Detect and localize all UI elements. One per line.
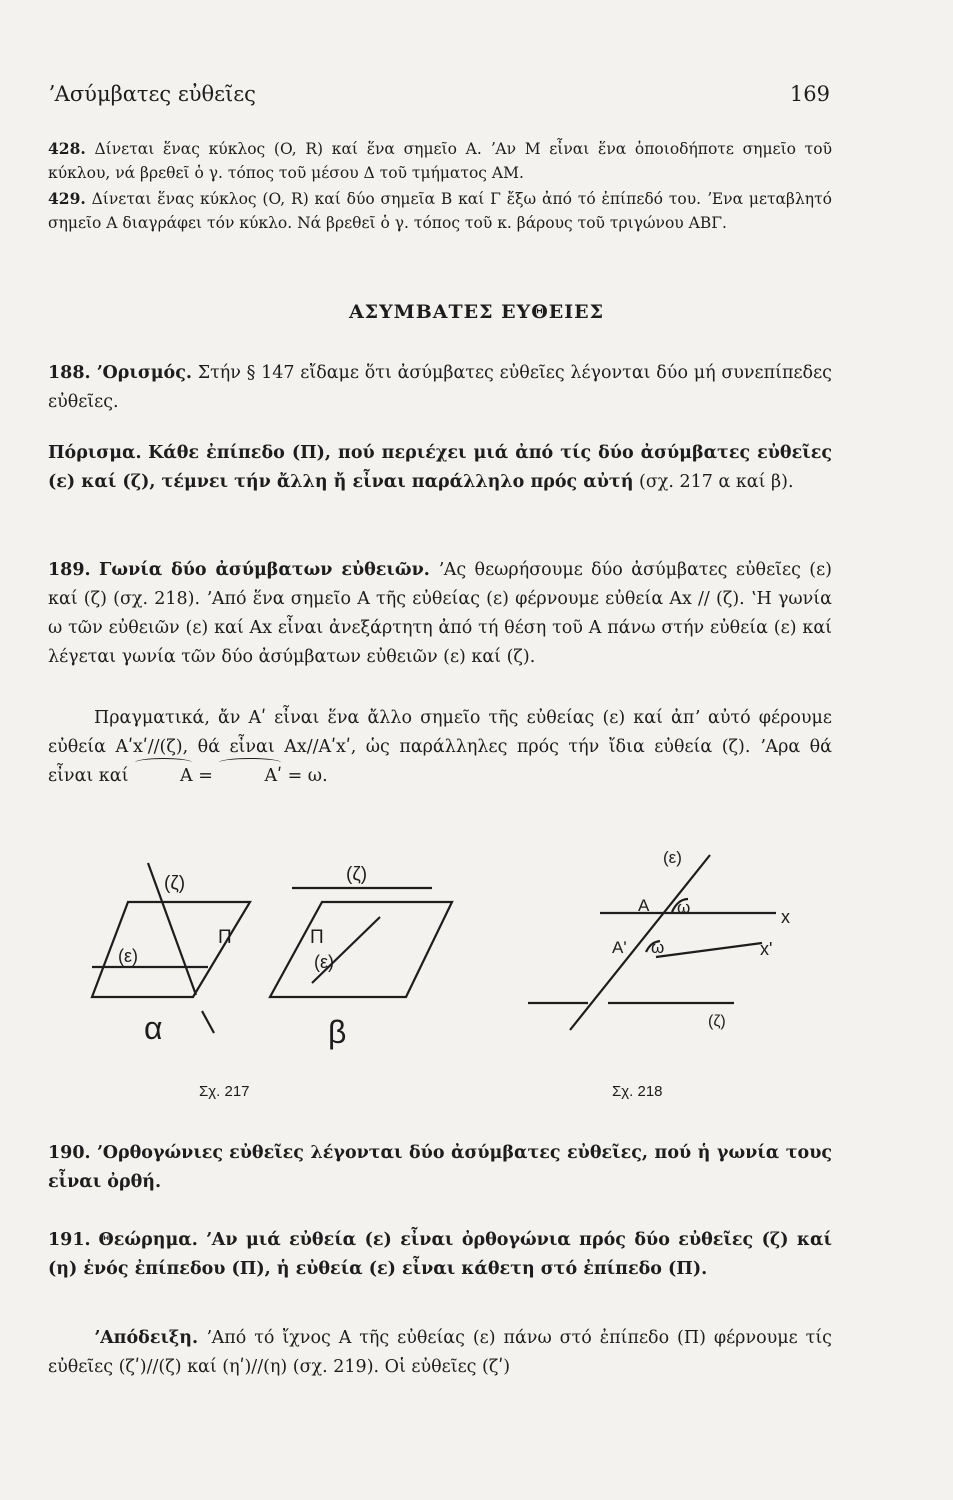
definition-190 — [48, 1139, 832, 1197]
item-title: ʼΟρισμός. — [96, 363, 192, 383]
page-header — [48, 82, 830, 114]
figure-218 — [508, 825, 808, 1085]
plane-b — [270, 902, 452, 997]
exercise-number: 429. — [48, 189, 86, 208]
corollary-ref: (σχ. 217 α καί β). — [639, 472, 794, 492]
proof-text: ʼΑπό τό ἴχνος A τῆς εὐθείας (ε) πάνω στό ἐπίπεδο (Π) φέρνουμε τίς εὐθεῖες (ζʹ)//(ζ) καί (ηʹ)//(η) (σχ. 219). Οἱ εὐθεῖες (ζʹ) — [48, 1328, 832, 1377]
corollary-title: Πόρισμα. — [48, 443, 142, 463]
theorem-191 — [48, 1226, 832, 1284]
section-title: ΑΣΥΜΒΑΤΕΣ ΕΥΘΕΙΕΣ — [348, 301, 605, 323]
label-eps-a: (ε) — [118, 946, 139, 966]
item-text: ʼΑν μιά εὐθεία (ε) εἶναι ὀρθογώνια πρός δύο εὐθεῖες (ζ) καί (η) ἑνός ἐπίπεδου (Π), ἡ εὐθεία (ε) εἶναι κάθετη στό ἐπίπεδο (Π). — [48, 1230, 832, 1279]
item-title: Γωνία δύο ἀσύμβατων εὐθειῶν. — [99, 560, 430, 580]
item-title: ʼΟρθογώνιες — [96, 1143, 224, 1163]
exercise-text: Δίνεται ἕνας κύκλος (O, R) καί δύο σημεῖα B καί Γ ἔξω ἀπό τό ἐπίπεδό του. ʼΕνα μεταβλητό σημεῖο A διαγράφει τόν κύκλο. Νά βρεθεῖ ὁ γ. τόπος τοῦ κ. βάρους τοῦ τριγώνου ABΓ. — [48, 190, 832, 232]
label-zeta-a: (ζ) — [164, 873, 186, 894]
item-number: 190. — [48, 1143, 91, 1163]
label-x: x — [781, 907, 790, 927]
proof — [48, 1324, 832, 1382]
item-number: 188. — [48, 363, 91, 383]
label-plane-b: Π — [310, 927, 324, 948]
item-number: 191. — [48, 1230, 91, 1250]
item-number: 189. — [48, 560, 91, 580]
label-a-prime: Aʹ — [612, 938, 627, 957]
running-title: ʼΑσύμβατες εὐθεῖες — [48, 82, 256, 106]
item-text: Πραγματικά, ἄν Aʹ εἶναι ἕνα ἄλλο σημεῖο τῆς εὐθείας (ε) καί ἀπʼ αὐτό φέρουμε εὐθεία Aʹxʹ//(ζ), θά εἶναι Ax//Aʹxʹ, ὡς παράλληλες πρός τήν ἴδια εὐθεία (ζ). ʼΑρα θά εἶναι καί — [48, 708, 832, 786]
exercise-428 — [48, 137, 832, 185]
item-text: Στήν § 147 εἴδαμε ὅτι ἀσύμβατες εὐθεῖες λέγονται δύο μή συνεπίπεδες εὐθεῖες. — [48, 363, 832, 412]
ray-a-prime-x-prime — [656, 943, 762, 957]
corollary-text: Κάθε ἐπίπεδο (Π), πού περιέχει μιά ἀπό τίς δύο ἀσύμβατες εὐθεῖες (ε) καί (ζ), τέμνει τήν ἄλλη ἤ εἶναι παράλληλο πρός αὐτή — [48, 443, 832, 492]
exercise-text: Δίνεται ἕνας κύκλος (O, R) καί ἕνα σημεῖο A. ʼΑν M εἶναι ἕνα ὁποιοδήποτε σημεῖο τοῦ κύκλου, νά βρεθεῖ ὁ γ. τόπος τοῦ μέσου Δ τοῦ τμήματος AM. — [48, 140, 833, 182]
label-omega-1: ω — [677, 898, 691, 917]
equals-sign: = — [198, 766, 213, 786]
angle-a-prime: Aʹ — [218, 762, 282, 791]
label-zeta: (ζ) — [708, 1013, 726, 1030]
label-x-prime: xʹ — [760, 939, 773, 959]
label-plane-a: Π — [218, 927, 232, 948]
section-189 — [48, 556, 832, 672]
equation-end: = ω. — [287, 766, 328, 786]
exercise-number: 428. — [48, 139, 86, 158]
plane-a — [92, 902, 250, 997]
caption-figure-218: Σχ. 218 — [612, 1083, 663, 1100]
exercise-429 — [48, 187, 832, 235]
page-number: 169 — [789, 82, 830, 106]
label-zeta-b: (ζ) — [346, 864, 368, 885]
definition-188 — [48, 359, 832, 417]
label-beta: β — [328, 1014, 347, 1050]
line-zeta-a-tail — [202, 1011, 214, 1033]
item-text: εὐθεῖες λέγονται δύο ἀσύμβατες εὐθεῖες, πού ἡ γωνία τους εἶναι ὀρθή. — [48, 1143, 832, 1192]
proof-title: ʼΑπόδειξη. — [94, 1328, 199, 1348]
item-title: Θεώρημα. — [98, 1230, 198, 1250]
label-omega-2: ω — [651, 938, 665, 957]
caption-figure-217: Σχ. 217 — [199, 1083, 250, 1100]
label-alpha: α — [144, 1010, 163, 1046]
corollary — [48, 439, 832, 497]
label-eps-b: (ε) — [314, 952, 335, 972]
figure-217 — [80, 825, 480, 1085]
section-189-continued — [48, 704, 832, 791]
angle-a: A — [134, 762, 193, 791]
item-text: ʼΑς θεωρήσουμε δύο ἀσύμβατες εὐθεῖες (ε) καί (ζ) (σχ. 218). ʼΑπό ἕνα σημεῖο A τῆς εὐθείας (ε) φέρνουμε εὐθεία Ax // (ζ). ʽΗ γωνία ω τῶν εὐθειῶν (ε) καί Ax εἶναι ἀνεξάρτητη ἀπό τή θέση τοῦ A πάνω στήν εὐθεία (ε) καί λέγεται γωνία τῶν δύο ἀσύμβατων εὐθειῶν (ε) καί (ζ). — [48, 560, 832, 667]
label-a: A — [638, 896, 650, 915]
label-eps: (ε) — [663, 848, 682, 867]
